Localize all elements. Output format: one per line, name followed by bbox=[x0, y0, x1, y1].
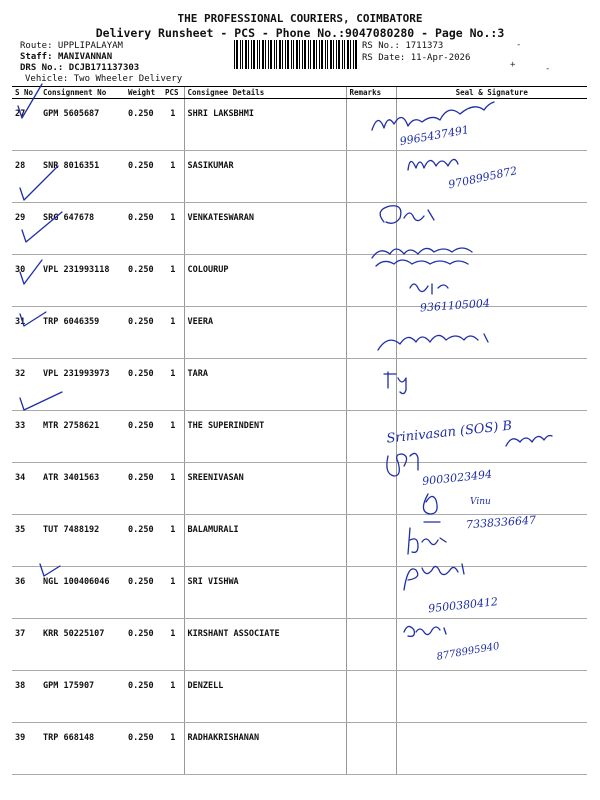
cell-consignee: COLOURUP bbox=[184, 255, 346, 307]
cell-consignment: TRP 6046359 bbox=[40, 307, 125, 359]
cell-consignment: GPM 5605687 bbox=[40, 99, 125, 151]
cell-weight: 0.250 bbox=[125, 619, 162, 671]
cell-consignee: KIRSHANT ASSOCIATE bbox=[184, 619, 346, 671]
cell-seal bbox=[396, 671, 587, 723]
cell-remarks bbox=[346, 619, 396, 671]
scan-mark: - bbox=[545, 64, 551, 74]
cell-consignee: VENKATESWARAN bbox=[184, 203, 346, 255]
cell-pcs: 1 bbox=[162, 255, 184, 307]
col-consignment: Consignment No bbox=[40, 87, 125, 99]
staff-name: MANIVANNAN bbox=[57, 52, 113, 62]
cell-remarks bbox=[346, 255, 396, 307]
cell-seal bbox=[396, 411, 587, 463]
cell-sno: 32 bbox=[12, 359, 40, 411]
cell-sno: 37 bbox=[12, 619, 40, 671]
cell-seal bbox=[396, 567, 587, 619]
cell-consignee: VEERA bbox=[184, 307, 346, 359]
cell-consignee: DENZELL bbox=[184, 671, 346, 723]
table-row bbox=[12, 99, 587, 151]
col-consignee: Consignee Details bbox=[184, 87, 346, 99]
cell-consignee: BALAMURALI bbox=[184, 515, 346, 567]
table-row bbox=[12, 515, 587, 567]
cell-seal bbox=[396, 307, 587, 359]
cell-sno: 38 bbox=[12, 671, 40, 723]
cell-remarks bbox=[346, 307, 396, 359]
table-row bbox=[12, 463, 587, 515]
cell-weight: 0.250 bbox=[125, 203, 162, 255]
cell-consignment: SNR 8016351 bbox=[40, 151, 125, 203]
phone-row27: 9965437491 bbox=[398, 123, 470, 149]
table-row bbox=[12, 723, 587, 775]
rs-info bbox=[362, 40, 470, 64]
staff-label: Staff: bbox=[20, 52, 53, 62]
col-remarks: Remarks bbox=[346, 87, 396, 99]
drs-line bbox=[20, 63, 139, 74]
phone-row30: 9361105004 bbox=[419, 296, 491, 315]
cell-sno: 30 bbox=[12, 255, 40, 307]
col-weight: Weight bbox=[125, 87, 162, 99]
cell-remarks bbox=[346, 671, 396, 723]
cell-seal bbox=[396, 99, 587, 151]
cell-remarks bbox=[346, 411, 396, 463]
cell-consignment: VPL 231993973 bbox=[40, 359, 125, 411]
cell-pcs: 1 bbox=[162, 203, 184, 255]
cell-sno: 36 bbox=[12, 567, 40, 619]
cell-consignment: KRR 50225107 bbox=[40, 619, 125, 671]
cell-seal bbox=[396, 203, 587, 255]
cell-seal bbox=[396, 359, 587, 411]
staff-line bbox=[20, 52, 112, 63]
barcode-image bbox=[233, 40, 358, 69]
cell-consignment: VPL 231993118 bbox=[40, 255, 125, 307]
cell-seal bbox=[396, 255, 587, 307]
cell-consignee: SASIKUMAR bbox=[184, 151, 346, 203]
table-row bbox=[12, 307, 587, 359]
cell-weight: 0.250 bbox=[125, 99, 162, 151]
drs-number: DCJB171137303 bbox=[68, 63, 140, 73]
cell-remarks bbox=[346, 723, 396, 775]
table-header-row bbox=[12, 87, 587, 99]
route-label: Route: UPPLIPALAYAM bbox=[20, 41, 123, 51]
runsheet-table bbox=[12, 86, 587, 775]
text-row36: Vinu bbox=[470, 497, 491, 507]
cell-consignee: THE SUPERINDENT bbox=[184, 411, 346, 463]
cell-consignee: RADHAKRISHANAN bbox=[184, 723, 346, 775]
cell-consignment: SRG 647678 bbox=[40, 203, 125, 255]
table-row bbox=[12, 619, 587, 671]
cell-remarks bbox=[346, 151, 396, 203]
cell-sno: 28 bbox=[12, 151, 40, 203]
cell-sno: 35 bbox=[12, 515, 40, 567]
phone-row35: 9003023494 bbox=[421, 467, 493, 488]
cell-weight: 0.250 bbox=[125, 463, 162, 515]
phone-row28: 9708995872 bbox=[447, 164, 519, 192]
cell-sno: 34 bbox=[12, 463, 40, 515]
cell-pcs: 1 bbox=[162, 515, 184, 567]
col-sno: S No bbox=[12, 87, 40, 99]
cell-pcs: 1 bbox=[162, 99, 184, 151]
cell-remarks bbox=[346, 515, 396, 567]
cell-weight: 0.250 bbox=[125, 307, 162, 359]
drs-label: DRS No.: bbox=[20, 63, 64, 73]
cell-weight: 0.250 bbox=[125, 515, 162, 567]
cell-consignee: SRI VISHWA bbox=[184, 567, 346, 619]
cell-pcs: 1 bbox=[162, 151, 184, 203]
cell-remarks bbox=[346, 99, 396, 151]
scan-mark: - bbox=[516, 40, 522, 50]
cell-weight: 0.250 bbox=[125, 151, 162, 203]
cell-weight: 0.250 bbox=[125, 411, 162, 463]
company-name: THE PROFESSIONAL COURIERS, COIMBATORE bbox=[177, 12, 423, 25]
table-row bbox=[12, 359, 587, 411]
cell-pcs: 1 bbox=[162, 567, 184, 619]
table-row bbox=[12, 671, 587, 723]
cell-sno: 27 bbox=[12, 99, 40, 151]
cell-seal bbox=[396, 723, 587, 775]
cell-sno: 31 bbox=[12, 307, 40, 359]
cell-weight: 0.250 bbox=[125, 671, 162, 723]
cell-weight: 0.250 bbox=[125, 723, 162, 775]
table-row bbox=[12, 203, 587, 255]
cell-consignment: MTR 2758621 bbox=[40, 411, 125, 463]
cell-consignment: NGL 100406046 bbox=[40, 567, 125, 619]
cell-pcs: 1 bbox=[162, 411, 184, 463]
cell-consignee: SHRI LAKSBHMI bbox=[184, 99, 346, 151]
cell-weight: 0.250 bbox=[125, 255, 162, 307]
cell-consignment: ATR 3401563 bbox=[40, 463, 125, 515]
col-seal: Seal & Signature bbox=[396, 87, 587, 99]
cell-seal bbox=[396, 515, 587, 567]
text-row34: Srinivasan (SOS) B bbox=[385, 418, 513, 447]
scan-mark: + bbox=[510, 60, 516, 70]
cell-sno: 33 bbox=[12, 411, 40, 463]
cell-consignment: TRP 668148 bbox=[40, 723, 125, 775]
cell-weight: 0.250 bbox=[125, 359, 162, 411]
cell-seal bbox=[396, 463, 587, 515]
cell-weight: 0.250 bbox=[125, 567, 162, 619]
cell-pcs: 1 bbox=[162, 463, 184, 515]
phone-row36: 7338336647 bbox=[465, 513, 537, 532]
runsheet-title: Delivery Runsheet - PCS - Phone No.:9047080280 - Page No.:3 bbox=[95, 26, 505, 40]
cell-remarks bbox=[346, 567, 396, 619]
cell-consignment: GPM 175907 bbox=[40, 671, 125, 723]
table-row bbox=[12, 255, 587, 307]
phone-row38: 9500380412 bbox=[427, 595, 499, 616]
vehicle-label: Vehicle: Two Wheeler Delivery bbox=[25, 74, 183, 84]
cell-pcs: 1 bbox=[162, 723, 184, 775]
cell-pcs: 1 bbox=[162, 619, 184, 671]
cell-consignment: TUT 7488192 bbox=[40, 515, 125, 567]
cell-pcs: 1 bbox=[162, 307, 184, 359]
rs-number: RS No.: 1711373 bbox=[362, 41, 444, 51]
cell-consignee: SREENIVASAN bbox=[184, 463, 346, 515]
col-pcs: PCS bbox=[162, 87, 184, 99]
cell-sno: 29 bbox=[12, 203, 40, 255]
cell-remarks bbox=[346, 203, 396, 255]
phone-row39: 8778995940 bbox=[435, 640, 501, 663]
cell-seal bbox=[396, 619, 587, 671]
cell-pcs: 1 bbox=[162, 359, 184, 411]
cell-remarks bbox=[346, 359, 396, 411]
table-row bbox=[12, 151, 587, 203]
table-row bbox=[12, 411, 587, 463]
rs-date: RS Date: 11-Apr-2026 bbox=[362, 53, 471, 63]
cell-sno: 39 bbox=[12, 723, 40, 775]
cell-remarks bbox=[346, 463, 396, 515]
cell-pcs: 1 bbox=[162, 671, 184, 723]
cell-consignee: TARA bbox=[184, 359, 346, 411]
table-row bbox=[12, 567, 587, 619]
cell-seal bbox=[396, 151, 587, 203]
